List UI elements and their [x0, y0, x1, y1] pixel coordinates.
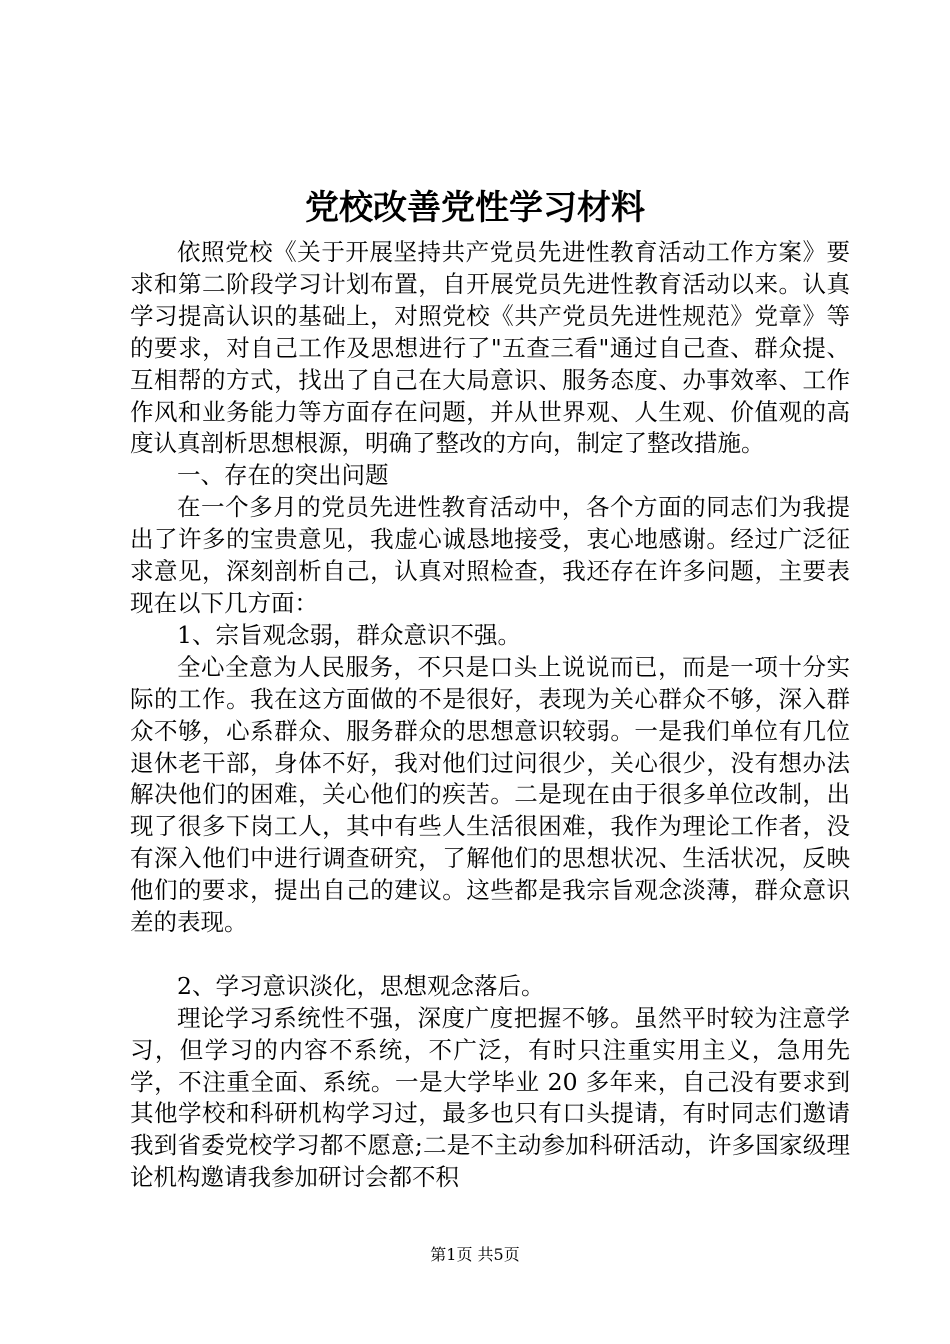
paragraph-purpose: 全心全意为人民服务，不只是口头上说说而已，而是一项十分实际的工作。我在这方面做的不是很好，表现为关心群众不够，深入群众不够，心系群众、服务群众的思想意识较弱。一是我们单位有几位退休老干部，身体不好，我对他们过问很少，关心很少，没有想办法解决他们的困难，关心他们的疾苦。二是现在由于很多单位改制，出现了很多下岗工人，其中有些人生活很困难，我作为理论工作者，没有深入他们中进行调查研究，了解他们的思想状况、生活状况，反映他们的要求，提出自己的建议。这些都是我宗旨观念淡薄，群众意识差的表现。 — [130, 652, 850, 937]
section-heading-problems: 一、存在的突出问题 — [177, 461, 389, 490]
page-footer: 第1页 共5页 — [430, 1245, 520, 1264]
document-title: 党校改善党性学习材料 — [305, 188, 645, 228]
subheading-purpose: 1、宗旨观念弱，群众意识不强。 — [177, 620, 521, 649]
paragraph-problems-intro: 在一个多月的党员先进性教育活动中，各个方面的同志们为我提出了许多的宝贵意见，我虚心诚恳地接受，衷心地感谢。经过广泛征求意见，深刻剖析自己，认真对照检查，我还存在许多问题，主要表现在以下几方面： — [130, 493, 850, 617]
subheading-study: 2、学习意识淡化，思想观念落后。 — [177, 971, 545, 1000]
document-body — [130, 237, 850, 1194]
paragraph-study: 理论学习系统性不强，深度广度把握不够。虽然平时较为注意学习，但学习的内容不系统，不广泛，有时只注重实用主义，急用先学，不注重全面、系统。一是大学毕业 20 多年来，自己没有要求到其他学校和科研机构学习过，最多也只有口头提请，有时同志们邀请我到省委党校学习都不愿意;二是不主动参加科研活动，许多国家级理论机构邀请我参加研讨会都不积 — [130, 1003, 850, 1192]
paragraph-intro: 依照党校《关于开展坚持共产党员先进性教育活动工作方案》要求和第二阶段学习计划布置，自开展党员先进性教育活动以来。认真学习提高认识的基础上，对照党校《共产党员先进性规范》党章》等的要求，对自己工作及思想进行了"五查三看"通过自己查、群众提、互相帮的方式，找出了自己在大局意识、服务态度、办事效率、工作作风和业务能力等方面存在问题，并从世界观、人生观、价值观的高度认真剖析思想根源，明确了整改的方向，制定了整改措施。 — [130, 238, 850, 458]
